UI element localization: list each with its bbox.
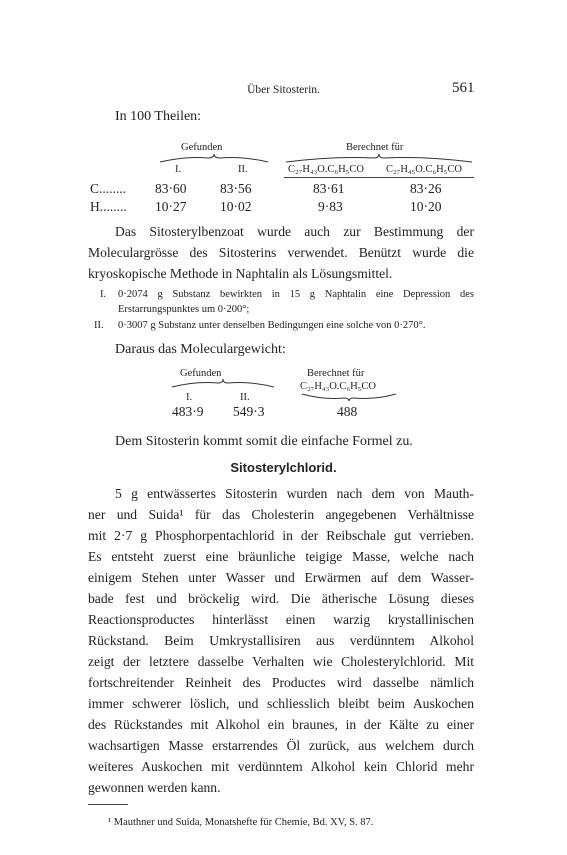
mw-val-calc: 488 — [337, 404, 358, 419]
mw-val-i: 483·9 — [172, 404, 204, 419]
para1-line-3: kryoskopische Methode in Naphtalin als Lösungsmittel. — [88, 266, 393, 281]
mw-found-label: Gefunden — [180, 368, 222, 379]
mw-val-ii: 549·3 — [233, 404, 265, 419]
body-line-1: 5 g entwässertes Sitosterin wurden nach dem von Mauth- — [115, 486, 474, 501]
row-h-a: 9·83 — [318, 199, 343, 214]
mw-col-ii: II. — [240, 392, 250, 403]
note-i-line-1: 0·2074 g Substanz bewirkten in 15 g Naphtalin eine Depression des — [118, 289, 474, 300]
mw-found-brace — [170, 377, 276, 389]
body-line-10: fortschreitender Reinheit des Productes wird dasselbe nämlich — [88, 675, 474, 690]
found-label: Gefunden — [181, 142, 223, 153]
formula-a: C₂₇H₄₃O.C₆H₅CO — [288, 164, 364, 175]
note-ii-num: II. — [94, 320, 104, 331]
row-h-ii: 10·02 — [220, 199, 252, 214]
note-i-line-2: Erstarrungspunktes um 0·200°; — [118, 304, 250, 315]
para3: Dem Sitosterin kommt somit die einfache Formel zu. — [115, 434, 413, 449]
body-line-8: Rückstand. Beim Umkrystallisiren aus verdünntem Alkohol — [88, 633, 474, 648]
row-c-a: 83·61 — [313, 181, 345, 196]
row-h-label: H........ — [90, 199, 127, 214]
body-line-12: des Rückstandes mit Alkohol ein braunes, in der Kälte zu einer — [88, 717, 474, 732]
body-line-2: ner und Suida¹ für das Cholesterin angegebenen Verhältnisse — [88, 507, 474, 522]
body-line-7: Reactionsproductes hinterlässt einen warzig krystallinischen — [88, 612, 474, 627]
row-h-i: 10·27 — [155, 199, 187, 214]
mw-col-i: I. — [186, 392, 193, 403]
body-line-15: gewonnen werden kann. — [88, 780, 221, 795]
mw-formula: C₂₇H₄₃O.C₆H₅CO — [300, 381, 376, 392]
body-line-4: Es entsteht zuerst eine bräunliche teigige Masse, welche nach — [88, 549, 474, 564]
col-i-label: I. — [175, 164, 182, 175]
mw-calc-brace — [300, 392, 398, 402]
body-line-9: zeigt der letztere dasselbe Verhalten wie Cholesterylchlorid. Mit — [88, 654, 474, 669]
page-number: 561 — [452, 80, 475, 96]
para1-line-1: Das Sitosterylbenzoat wurde auch zur Bestimmung der — [115, 224, 474, 239]
col-ii-label: II. — [238, 164, 248, 175]
table-rule — [284, 177, 474, 178]
intro-line: In 100 Theilen: — [115, 109, 202, 124]
row-c-ii: 83·56 — [220, 181, 252, 196]
calc-label: Berechnet für — [346, 142, 404, 153]
row-c-label: C........ — [90, 181, 127, 196]
footnote: ¹ Mauthner und Suida, Monatshefte für Chemie, Bd. XV, S. 87. — [108, 817, 374, 828]
note-ii-line-1: 0·3007 g Substanz unter denselben Bedingungen eine solche von 0·270°. — [118, 320, 426, 331]
row-c-i: 83·60 — [155, 181, 187, 196]
body-line-11: immer schwerer löslich, und schliesslich bleibt beim Auskochen — [88, 696, 474, 711]
running-header: Über Sitosterin. — [247, 84, 320, 96]
formula-b: C₂₇H₄₅O.C₆H₅CO — [386, 164, 462, 175]
mw-calc-label: Berechnet für — [307, 368, 365, 379]
body-line-13: wachsartigen Masse erstarrendes Öl zurück, aus welchem durch — [88, 738, 474, 753]
para1-line-2: Moleculargrösse des Sitosterins verwendet. Benützt wurde die — [88, 245, 474, 260]
footnote-rule — [88, 804, 128, 805]
body-line-5: einigem Stehen unter Wasser und Erwärmen auf dem Wasser- — [88, 570, 474, 585]
body-line-6: bade fest und bröckelig wird. Die ätherische Lösung dieses — [88, 591, 474, 606]
row-c-b: 83·26 — [410, 181, 442, 196]
para2: Daraus das Moleculargewicht: — [115, 342, 286, 357]
body-line-14: weiteres Auskochen mit verdünntem Alkohol kein Chlorid mehr — [88, 759, 474, 774]
body-line-3: mit 2·7 g Phosphorpentachlorid in der Reibschale gut verrieben. — [88, 528, 474, 543]
row-h-b: 10·20 — [410, 199, 442, 214]
section-heading: Sitosterylchlorid. — [230, 460, 337, 475]
note-i-num: I. — [100, 289, 107, 300]
